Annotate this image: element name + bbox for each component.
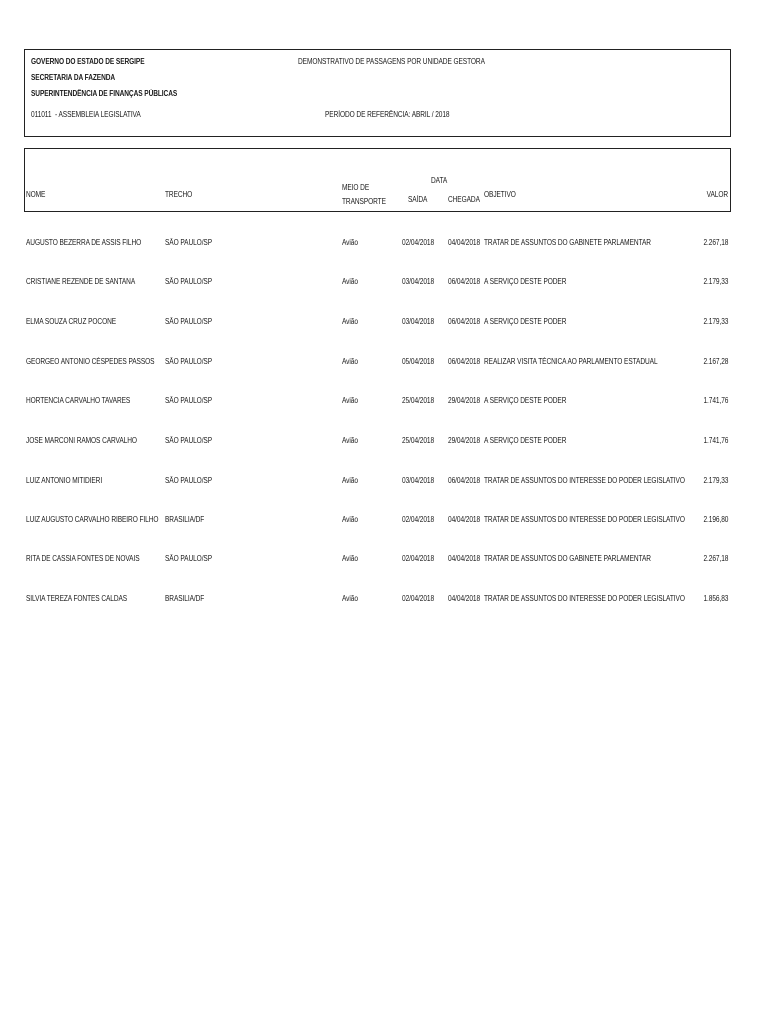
cell-chegada: 29/04/2018 (448, 396, 481, 405)
cell-saida: 25/04/2018 (402, 396, 435, 405)
cell-objetivo: TRATAR DE ASSUNTOS DO INTERESSE DO PODER LEGISLATIVO (484, 515, 685, 524)
column-header-chegada: CHEGADA (448, 195, 480, 204)
table-row (0, 436, 770, 448)
unit-code: 011011 (31, 110, 52, 119)
cell-chegada: 04/04/2018 (448, 554, 481, 563)
cell-trecho: SÃO PAULO/SP (165, 436, 213, 445)
cell-saida: 05/04/2018 (402, 357, 435, 366)
cell-objetivo: A SERVIÇO DESTE PODER (484, 317, 567, 326)
cell-nome: HORTENCIA CARVALHO TAVARES (26, 396, 131, 405)
cell-valor: 1.741,76 (703, 436, 728, 445)
column-header-trecho: TRECHO (165, 190, 193, 199)
cell-chegada: 04/04/2018 (448, 515, 481, 524)
cell-objetivo: REALIZAR VISITA TÉCNICA AO PARLAMENTO ESTADUAL (484, 357, 658, 366)
cell-objetivo: A SERVIÇO DESTE PODER (484, 436, 567, 445)
cell-meio: Avião (342, 515, 358, 524)
cell-nome: RITA DE CASSIA FONTES DE NOVAIS (26, 554, 140, 563)
cell-trecho: BRASILIA/DF (165, 515, 205, 524)
table-row (0, 594, 770, 606)
cell-valor: 2.179,33 (703, 476, 728, 485)
table-row (0, 396, 770, 408)
table-row (0, 317, 770, 329)
cell-saida: 02/04/2018 (402, 594, 435, 603)
cell-valor: 2.179,33 (703, 317, 728, 326)
cell-trecho: SÃO PAULO/SP (165, 476, 213, 485)
cell-chegada: 04/04/2018 (448, 594, 481, 603)
cell-meio: Avião (342, 317, 358, 326)
header-government: GOVERNO DO ESTADO DE SERGIPE (31, 57, 145, 66)
report-title: DEMONSTRATIVO DE PASSAGENS POR UNIDADE GESTORA (298, 57, 485, 66)
cell-nome: SILVIA TEREZA FONTES CALDAS (26, 594, 128, 603)
cell-trecho: SÃO PAULO/SP (165, 317, 213, 326)
cell-saida: 02/04/2018 (402, 238, 435, 247)
table-row (0, 554, 770, 566)
cell-meio: Avião (342, 594, 358, 603)
cell-meio: Avião (342, 238, 358, 247)
cell-trecho: BRASILIA/DF (165, 594, 205, 603)
column-header-saida: SAÍDA (408, 195, 428, 204)
cell-meio: Avião (342, 554, 358, 563)
cell-chegada: 06/04/2018 (448, 476, 481, 485)
cell-meio: Avião (342, 357, 358, 366)
cell-valor: 1.741,76 (703, 396, 728, 405)
unit-name: - ASSEMBLEIA LEGISLATIVA (55, 110, 141, 119)
cell-trecho: SÃO PAULO/SP (165, 554, 213, 563)
cell-objetivo: TRATAR DE ASSUNTOS DO INTERESSE DO PODER LEGISLATIVO (484, 476, 685, 485)
cell-chegada: 06/04/2018 (448, 317, 481, 326)
cell-saida: 03/04/2018 (402, 317, 435, 326)
column-header-valor: VALOR (706, 190, 728, 199)
column-header-objetivo: OBJETIVO (484, 190, 516, 199)
cell-nome: AUGUSTO BEZERRA DE ASSIS FILHO (26, 238, 142, 247)
cell-chegada: 06/04/2018 (448, 277, 481, 286)
cell-meio: Avião (342, 396, 358, 405)
table-row (0, 515, 770, 527)
cell-objetivo: A SERVIÇO DESTE PODER (484, 396, 567, 405)
cell-valor: 1.856,83 (703, 594, 728, 603)
cell-nome: GEORGEO ANTONIO CÉSPEDES PASSOS (26, 357, 155, 366)
cell-valor: 2.267,18 (703, 238, 728, 247)
cell-saida: 03/04/2018 (402, 476, 435, 485)
table-row (0, 476, 770, 488)
cell-saida: 03/04/2018 (402, 277, 435, 286)
cell-meio: Avião (342, 436, 358, 445)
cell-trecho: SÃO PAULO/SP (165, 277, 213, 286)
cell-nome: JOSE MARCONI RAMOS CARVALHO (26, 436, 137, 445)
cell-trecho: SÃO PAULO/SP (165, 396, 213, 405)
cell-trecho: SÃO PAULO/SP (165, 357, 213, 366)
cell-objetivo: TRATAR DE ASSUNTOS DO INTERESSE DO PODER LEGISLATIVO (484, 594, 685, 603)
column-header-meio-line2: TRANSPORTE (342, 197, 386, 206)
cell-valor: 2.267,18 (703, 554, 728, 563)
cell-nome: ELMA SOUZA CRUZ POCONE (26, 317, 117, 326)
header-secretariat: SECRETARIA DA FAZENDA (31, 73, 116, 82)
cell-valor: 2.167,28 (703, 357, 728, 366)
column-header-data: DATA (431, 176, 448, 185)
cell-valor: 2.196,80 (703, 515, 728, 524)
cell-meio: Avião (342, 277, 358, 286)
cell-nome: LUIZ AUGUSTO CARVALHO RIBEIRO FILHO (26, 515, 159, 524)
table-row (0, 357, 770, 369)
cell-nome: LUIZ ANTONIO MITIDIERI (26, 476, 103, 485)
cell-chegada: 04/04/2018 (448, 238, 481, 247)
cell-chegada: 29/04/2018 (448, 436, 481, 445)
cell-saida: 02/04/2018 (402, 554, 435, 563)
header-superintendence: SUPERINTENDÊNCIA DE FINANÇAS PÚBLICAS (31, 89, 178, 98)
column-header-meio-line1: MEIO DE (342, 183, 370, 192)
cell-saida: 02/04/2018 (402, 515, 435, 524)
table-row (0, 238, 770, 250)
cell-chegada: 06/04/2018 (448, 357, 481, 366)
cell-valor: 2.179,33 (703, 277, 728, 286)
cell-saida: 25/04/2018 (402, 436, 435, 445)
cell-meio: Avião (342, 476, 358, 485)
cell-objetivo: TRATAR DE ASSUNTOS DO GABINETE PARLAMENTAR (484, 238, 651, 247)
column-header-nome: NOME (26, 190, 46, 199)
cell-trecho: SÃO PAULO/SP (165, 238, 213, 247)
cell-objetivo: TRATAR DE ASSUNTOS DO GABINETE PARLAMENTAR (484, 554, 651, 563)
reference-period: PERÍODO DE REFERÊNCIA: ABRIL / 2018 (325, 110, 450, 119)
cell-objetivo: A SERVIÇO DESTE PODER (484, 277, 567, 286)
cell-nome: CRISTIANE REZENDE DE SANTANA (26, 277, 136, 286)
table-row (0, 277, 770, 289)
